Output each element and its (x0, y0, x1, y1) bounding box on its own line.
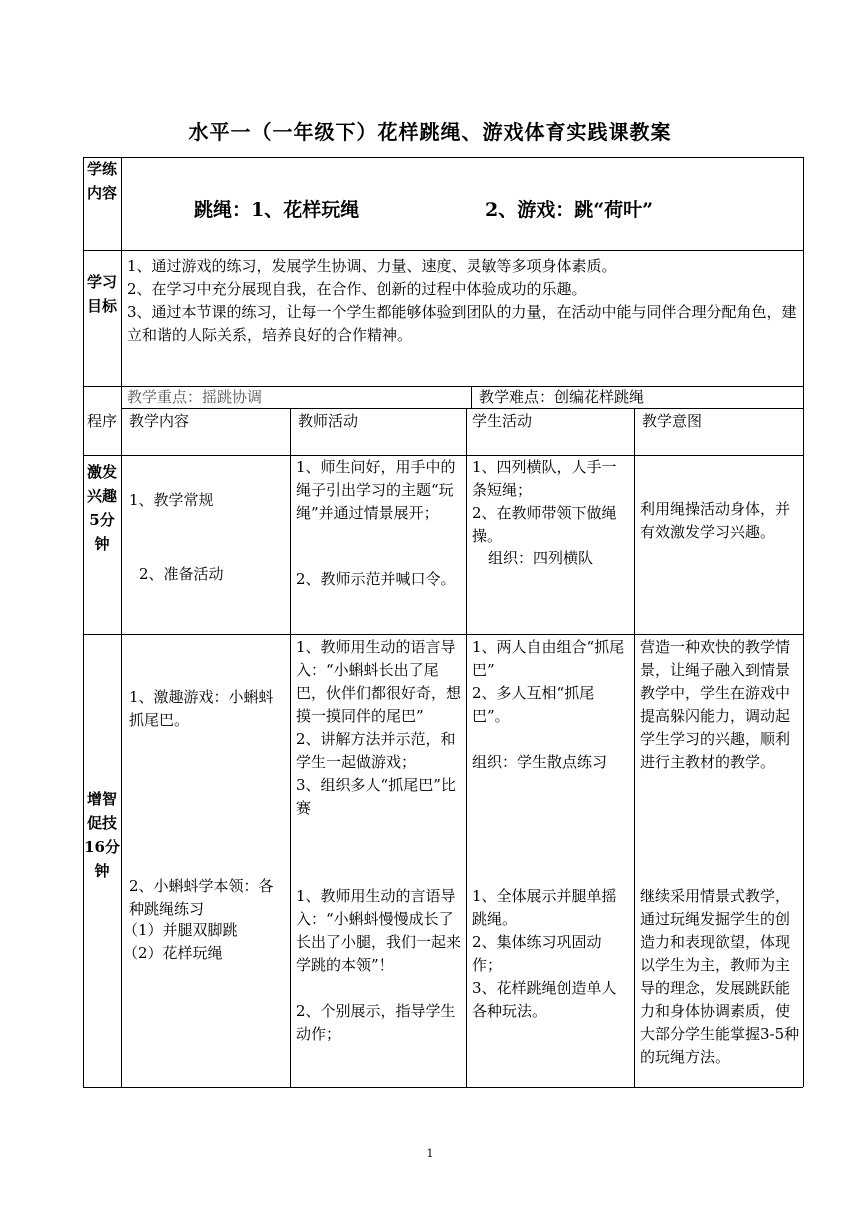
section1-teacher-1: 1、师生问好，用手中的绳子引出学习的主题“玩绳”并通过情景展开； (296, 458, 456, 522)
section1-teacher-2: 2、教师示范并喊口令。 (296, 570, 456, 588)
section1-student-1: 1、四列横队，人手一条短绳； (472, 458, 617, 499)
section2-content-4: （2）花样玩绳 (123, 944, 223, 962)
header-content: 教学内容 (129, 412, 190, 430)
section2-label: 增智促技16分钟 (84, 790, 120, 880)
section1-student-3: 组织：四列横队 (488, 549, 594, 567)
subject-left: 跳绳：1、花样玩绳 (194, 199, 360, 221)
key-point (127, 386, 467, 409)
section1-intent: 利用绳操活动身体，并有效激发学习兴趣。 (640, 500, 791, 541)
header-intent: 教学意图 (642, 412, 703, 430)
objective-item: 2、在学习中充分展现自我，在合作、创新的过程中体验成功的乐趣。 (127, 280, 587, 298)
lesson-plan-table (83, 157, 803, 1087)
section2-teacher-4: 1、教师用生动的言语导入：“小蝌蚪慢慢成长了长出了小腿，我们一起来学跳的本领”！ (296, 887, 462, 974)
section1-label: 激发兴趣5分钟 (86, 463, 117, 553)
section2-teacher-2: 2、讲解方法并示范，和学生一起做游戏； (296, 730, 456, 771)
section2-student-1: 1、两人自由组合“抓尾巴” (472, 638, 625, 679)
section2-student-5: 2、集体练习巩固动作； (472, 933, 602, 974)
page-number: 1 (426, 1147, 434, 1160)
difficulty: 教学难点：创编花样跳绳 (479, 388, 645, 406)
section2-student-6: 3、花样跳绳创造单人各种玩法。 (472, 979, 617, 1020)
section2-student-3: 组织：学生散点练习 (472, 753, 608, 771)
key-point-label: 教学重点： (127, 388, 203, 406)
section2-teacher-5: 2、个别展示，指导学生动作； (296, 1002, 456, 1043)
section2-student-4: 1、全体展示并腿单摇跳绳。 (472, 887, 617, 928)
section2-content-1: 1、激趣游戏：小蝌蚪抓尾巴。 (129, 688, 274, 729)
section1-content-2: 2、准备活动 (139, 565, 224, 583)
section2-student-2: 2、多人互相“抓尾巴”。 (472, 684, 595, 725)
page-title: 水平一（一年级下）花样跳绳、游戏体育实践课教案 (188, 120, 672, 144)
header-sequence: 程序 (86, 412, 117, 430)
subject-right: 2、游戏：跳“荷叶” (485, 199, 654, 221)
section1-student-2: 2、在教师带领下做绳操。 (472, 504, 617, 545)
section2-intent-2: 继续采用情景式教学，通过玩绳发掘学生的创造力和表现欲望，体现以学生为主，教师为主导的理念，发展跳跃能力和身体协调素质，使大部分学生能掌握3-5种的玩绳方法。 (640, 887, 800, 1066)
section2-teacher-1: 1、教师用生动的语言导入：“小蝌蚪长出了尾巴，伙伴们都很好奇，想摸一摸同伴的尾巴” (296, 638, 462, 725)
section2-intent-1: 营造一种欢快的教学情景，让绳子融入到情景教学中，学生在游戏中提高躲闪能力，调动起学生学习的兴趣，顺利进行主教材的教学。 (640, 638, 791, 771)
section2-content-2: 2、小蝌蚪学本领：各种跳绳练习 (129, 877, 274, 918)
section1-content-1: 1、教学常规 (129, 491, 214, 509)
header-student: 学生活动 (472, 412, 533, 430)
objective-item: 3、通过本节课的练习，让每一个学生都能够体验到团队的力量，在活动中能与同伴合理分配角色，建立和谐的人际关系，培养良好的合作精神。 (127, 303, 797, 344)
objectives-label: 学习目标 (86, 273, 117, 315)
section2-content-3: （1）并腿双脚跳 (123, 921, 238, 939)
subject-label: 学练内容 (86, 160, 117, 202)
key-point-value: 摇跳协调 (202, 388, 263, 406)
header-teacher: 教师活动 (298, 412, 359, 430)
section2-teacher-3: 3、组织多人“抓尾巴”比赛 (296, 776, 456, 817)
objective-item: 1、通过游戏的练习，发展学生协调、力量、速度、灵敏等多项身体素质。 (127, 257, 617, 275)
